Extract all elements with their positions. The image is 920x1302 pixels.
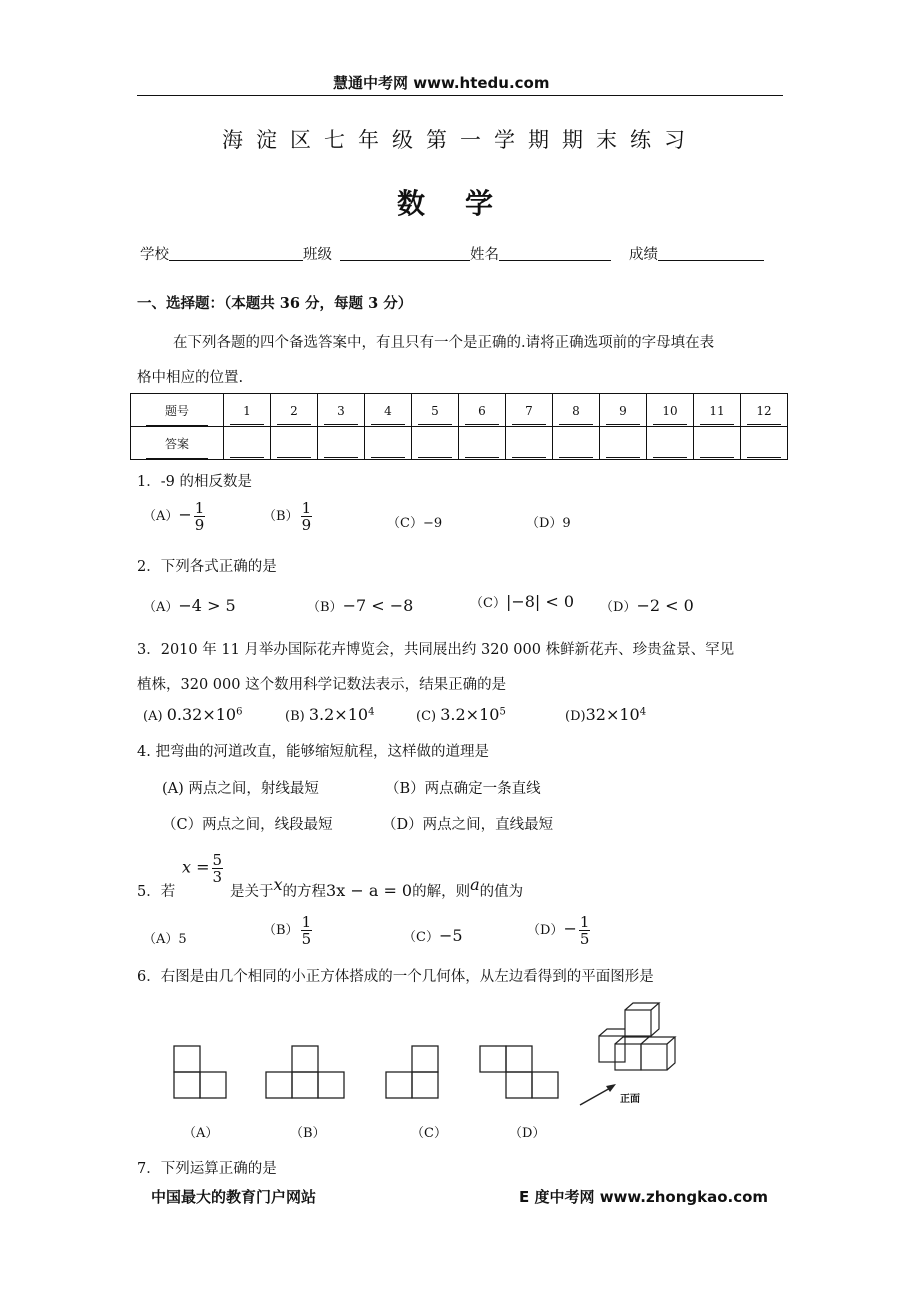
info-line — [140, 243, 785, 264]
q5-option-a[interactable]: （A）5 — [143, 932, 187, 947]
footer-right: E 度中考网 www.zhongkao.com — [519, 1188, 769, 1206]
answer-cell[interactable] — [459, 427, 506, 460]
cube-solid-figure — [599, 1003, 675, 1070]
answer-cell[interactable] — [365, 427, 412, 460]
q1-stem: 1．-9 的相反数是 — [137, 474, 252, 490]
header-rule — [137, 95, 783, 96]
q3-line1: 3．2010 年 11 月举办国际花卉博览会，共同展出约 320 000 株鲜新花卉、珍贵盆景、罕见 — [137, 642, 735, 658]
footer-left: 中国最大的教育门户网站 — [151, 1188, 317, 1206]
answer-table — [130, 393, 788, 460]
q4-option-d[interactable]: （D）两点之间，直线最短 — [382, 817, 554, 833]
q6-label-c[interactable]: （C） — [411, 1126, 447, 1141]
figure-d — [480, 1046, 558, 1098]
table-number: 5 — [418, 396, 452, 425]
table-number: 10 — [653, 396, 687, 425]
score-blank[interactable] — [658, 246, 764, 261]
table-number: 8 — [559, 396, 593, 425]
score-label: 成绩 — [629, 247, 658, 263]
q1-option-b[interactable]: （B） $\frac{1}{9}$ — [263, 499, 312, 534]
answer-cell[interactable] — [741, 427, 788, 460]
q3-option-b[interactable]: (B) $3.2\times 10^4$ — [285, 705, 375, 724]
q2-stem: 2．下列各式正确的是 — [137, 559, 277, 575]
q3-option-c[interactable]: (C) $3.2\times 10^5$ — [416, 705, 506, 724]
q6-stem: 6．右图是由几个相同的小正方体搭成的一个几何体，从左边看得到的平面图形是 — [137, 969, 654, 985]
table-number: 12 — [747, 396, 781, 425]
q2-option-a[interactable]: （A）−4 > 5 — [143, 596, 236, 615]
q2-option-d[interactable]: （D）−2 < 0 — [600, 596, 694, 615]
school-label: 学校 — [140, 247, 169, 263]
table-number: 6 — [465, 396, 499, 425]
answer-cell[interactable] — [224, 427, 271, 460]
table-row-numbers — [131, 394, 788, 427]
q5-option-d[interactable]: （D）− $\frac{1}{5}$ — [527, 913, 590, 948]
exam-title: 海淀区七年级第一学期期末练习 — [222, 128, 698, 152]
instruction-line2: 格中相应的位置. — [137, 370, 244, 386]
q1-option-d[interactable]: （D）9 — [526, 516, 571, 531]
answer-cell[interactable] — [694, 427, 741, 460]
answer-cell[interactable] — [271, 427, 318, 460]
subject-title: 数学 — [397, 187, 534, 220]
header-site: 慧通中考网 www.htedu.com — [333, 74, 550, 92]
q6-label-b[interactable]: （B） — [290, 1126, 326, 1141]
q3-option-d[interactable]: $(D)32\times 10^4$ — [565, 705, 647, 724]
table-label-number: 题号 — [131, 394, 224, 427]
section-heading: 一、选择题：（本题共 36 分，每题 3 分） — [137, 295, 413, 312]
q1-option-c[interactable]: （C）−9 — [387, 516, 443, 531]
q5-option-c[interactable]: （C）−5 — [403, 926, 463, 945]
answer-cell[interactable] — [647, 427, 694, 460]
name-label: 姓名 — [470, 247, 499, 263]
name-blank[interactable] — [499, 246, 611, 261]
table-number: 1 — [230, 396, 264, 425]
q4-option-b[interactable]: （B）两点确定一条直线 — [385, 781, 541, 797]
figure-c — [386, 1046, 438, 1098]
table-number: 11 — [700, 396, 734, 425]
q3-option-a[interactable]: (A) $0.32\times 10^6$ — [143, 705, 243, 724]
table-number: 7 — [512, 396, 546, 425]
q1-option-a[interactable]: （A）− $\frac{1}{9}$ — [143, 499, 205, 534]
q3-line2: 植株，320 000 这个数用科学记数法表示，结果正确的是 — [137, 677, 507, 693]
q4-option-c[interactable]: （C）两点之间，线段最短 — [162, 817, 333, 833]
school-blank[interactable] — [169, 246, 303, 261]
figure-a — [174, 1046, 226, 1098]
q5-option-b[interactable]: （B） $\frac{1}{5}$ — [263, 913, 312, 948]
class-blank[interactable] — [340, 246, 470, 261]
q6-label-a[interactable]: （A） — [183, 1126, 219, 1141]
instruction-line1: 在下列各题的四个备选答案中，有且只有一个是正确的.请将正确选项前的字母填在表 — [173, 335, 715, 351]
table-number: 9 — [606, 396, 640, 425]
q5-x-value: x = $\frac{5}{3}$ — [182, 851, 223, 886]
q4-stem: 4. 把弯曲的河道改直，能够缩短航程，这样做的道理是 — [137, 744, 489, 760]
q4-option-a[interactable]: (A) 两点之间，射线最短 — [162, 781, 319, 797]
answer-cell[interactable] — [318, 427, 365, 460]
q6-label-d[interactable]: （D） — [509, 1126, 546, 1141]
table-label-answer: 答案 — [131, 427, 224, 460]
q2-option-c[interactable]: （C）|−8| < 0 — [470, 592, 575, 611]
table-number: 3 — [324, 396, 358, 425]
answer-cell[interactable] — [600, 427, 647, 460]
answer-cell[interactable] — [506, 427, 553, 460]
figure-b — [266, 1046, 344, 1098]
front-arrow — [580, 1084, 616, 1105]
answer-cell[interactable] — [412, 427, 459, 460]
class-label: 班级 — [303, 247, 332, 263]
q2-option-b[interactable]: （B）−7 < −8 — [307, 596, 414, 615]
q5-prefix: 5．若 — [137, 884, 176, 900]
answer-cell[interactable] — [553, 427, 600, 460]
q5-text: 是关于x的方程3x − a = 0的解，则a的值为 — [230, 875, 524, 900]
table-number: 2 — [277, 396, 311, 425]
front-label: 正面 — [620, 1094, 640, 1105]
table-row-answers — [131, 427, 788, 460]
table-number: 4 — [371, 396, 405, 425]
q7-stem: 7．下列运算正确的是 — [137, 1161, 277, 1177]
